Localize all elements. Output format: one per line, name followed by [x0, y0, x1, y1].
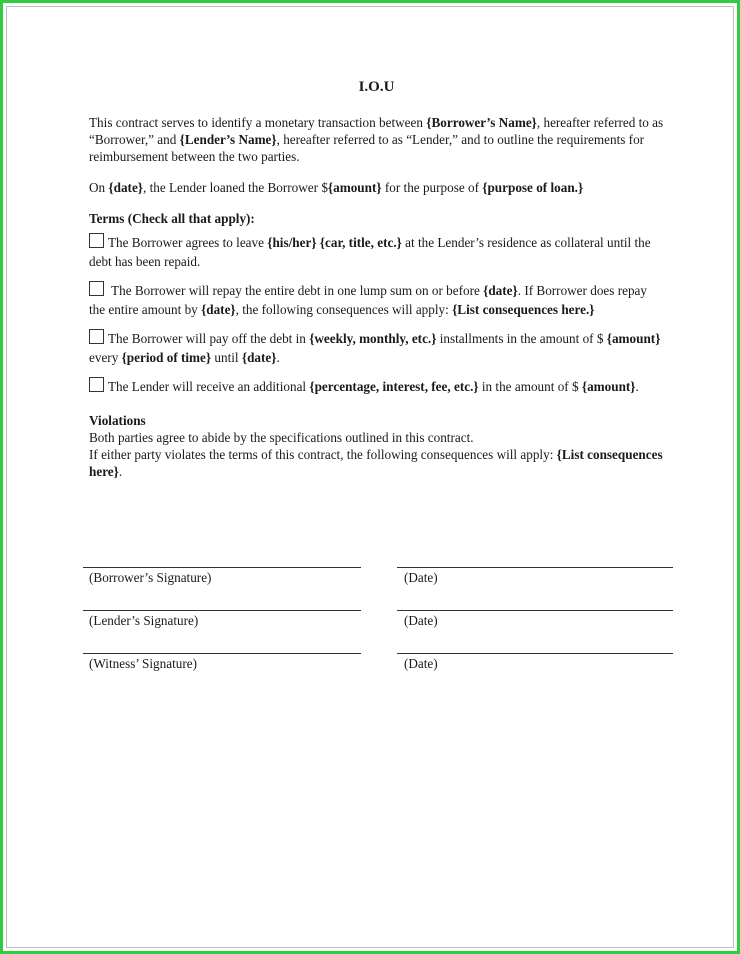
term-text: until — [211, 350, 242, 365]
witness-signature-label: (Witness’ Signature) — [89, 656, 197, 671]
term-text: in the amount of $ — [478, 379, 582, 394]
witness-signature-line[interactable] — [83, 653, 361, 654]
term-text: The Borrower agrees to leave — [108, 235, 268, 250]
intro-text: , hereafter referred to as “Lender,” and to outline the requirements for reimbursement between the two parties. — [89, 132, 645, 164]
violations-line-1: Both parties agree to abide by the specifications outlined in this contract. — [89, 430, 474, 445]
witness-date-label: (Date) — [404, 656, 438, 671]
intro-text: This contract serves to identify a monetary transaction between — [89, 115, 427, 130]
date-placeholder: {date} — [108, 180, 143, 195]
borrower-date-label: (Date) — [404, 570, 438, 585]
term-placeholder: {percentage, interest, fee, etc.} — [309, 379, 479, 394]
amount-placeholder: {amount} — [327, 180, 382, 195]
borrower-name-placeholder: {Borrower’s Name} — [426, 115, 537, 130]
term-checkbox[interactable] — [89, 377, 104, 392]
term-text: installments in the amount of $ — [436, 331, 607, 346]
term-placeholder: {period of time} — [121, 350, 212, 365]
term-text: . — [276, 350, 280, 365]
term-placeholder: {his/her} {car, title, etc.} — [267, 235, 402, 250]
document-body — [89, 79, 664, 480]
violations-line-2 — [89, 446, 664, 480]
loan-text: for the purpose of — [381, 180, 483, 195]
term-text: . If Borrower does repay the entire amount by — [89, 283, 647, 317]
loan-text: , the Lender loaned the Borrower $ — [143, 180, 328, 195]
term-text: The Lender will receive an additional — [108, 379, 310, 394]
term-placeholder: {amount} — [606, 331, 661, 346]
term-placeholder: {weekly, monthly, etc.} — [309, 331, 437, 346]
term-placeholder: {amount} — [581, 379, 636, 394]
term-placeholder: {date} — [483, 283, 518, 298]
lender-signature-line[interactable] — [83, 610, 361, 611]
violations-text: . — [118, 464, 123, 479]
term-placeholder: {List consequences here.} — [452, 302, 595, 317]
borrower-signature-label: (Borrower’s Signature) — [89, 570, 212, 585]
purpose-placeholder: {purpose of loan.} — [482, 180, 584, 195]
borrower-signature-line[interactable] — [83, 567, 361, 568]
term-text: The Borrower will repay the entire debt in one lump sum on or before — [108, 283, 484, 298]
lender-signature-label: (Lender’s Signature) — [89, 613, 199, 628]
term-installments — [89, 329, 664, 367]
intro-text: , hereafter referred to as “Borrower,” and — [89, 115, 664, 147]
intro-paragraph — [89, 114, 664, 165]
term-additional — [89, 377, 664, 396]
term-text: every — [89, 350, 122, 365]
term-checkbox[interactable] — [89, 281, 104, 296]
lender-name-placeholder: {Lender’s Name} — [179, 132, 277, 147]
borrower-date-line[interactable] — [397, 567, 673, 568]
term-text: The Borrower will pay off the debt in — [108, 331, 310, 346]
term-text: . — [635, 379, 639, 394]
term-placeholder: {date} — [241, 350, 277, 365]
witness-date-line[interactable] — [397, 653, 673, 654]
term-checkbox[interactable] — [89, 329, 104, 344]
term-collateral — [89, 233, 664, 271]
term-checkbox[interactable] — [89, 233, 104, 248]
violations-text: If either party violates the terms of this contract, the following consequences will apply: — [89, 447, 557, 462]
violations-heading: Violations — [89, 413, 146, 428]
terms-heading: Terms (Check all that apply): — [89, 211, 255, 226]
term-placeholder: {date} — [201, 302, 236, 317]
document-title: I.O.U — [358, 79, 395, 95]
term-text: , the following consequences will apply: — [235, 302, 453, 317]
term-text: at the Lender’s residence as collateral until the debt has been repaid. — [89, 235, 651, 269]
loan-paragraph — [89, 179, 664, 196]
consequences-placeholder: {List consequences here} — [89, 447, 663, 479]
term-lump-sum — [89, 281, 664, 319]
loan-text: On — [89, 180, 109, 195]
lender-date-label: (Date) — [404, 613, 438, 628]
lender-date-line[interactable] — [397, 610, 673, 611]
